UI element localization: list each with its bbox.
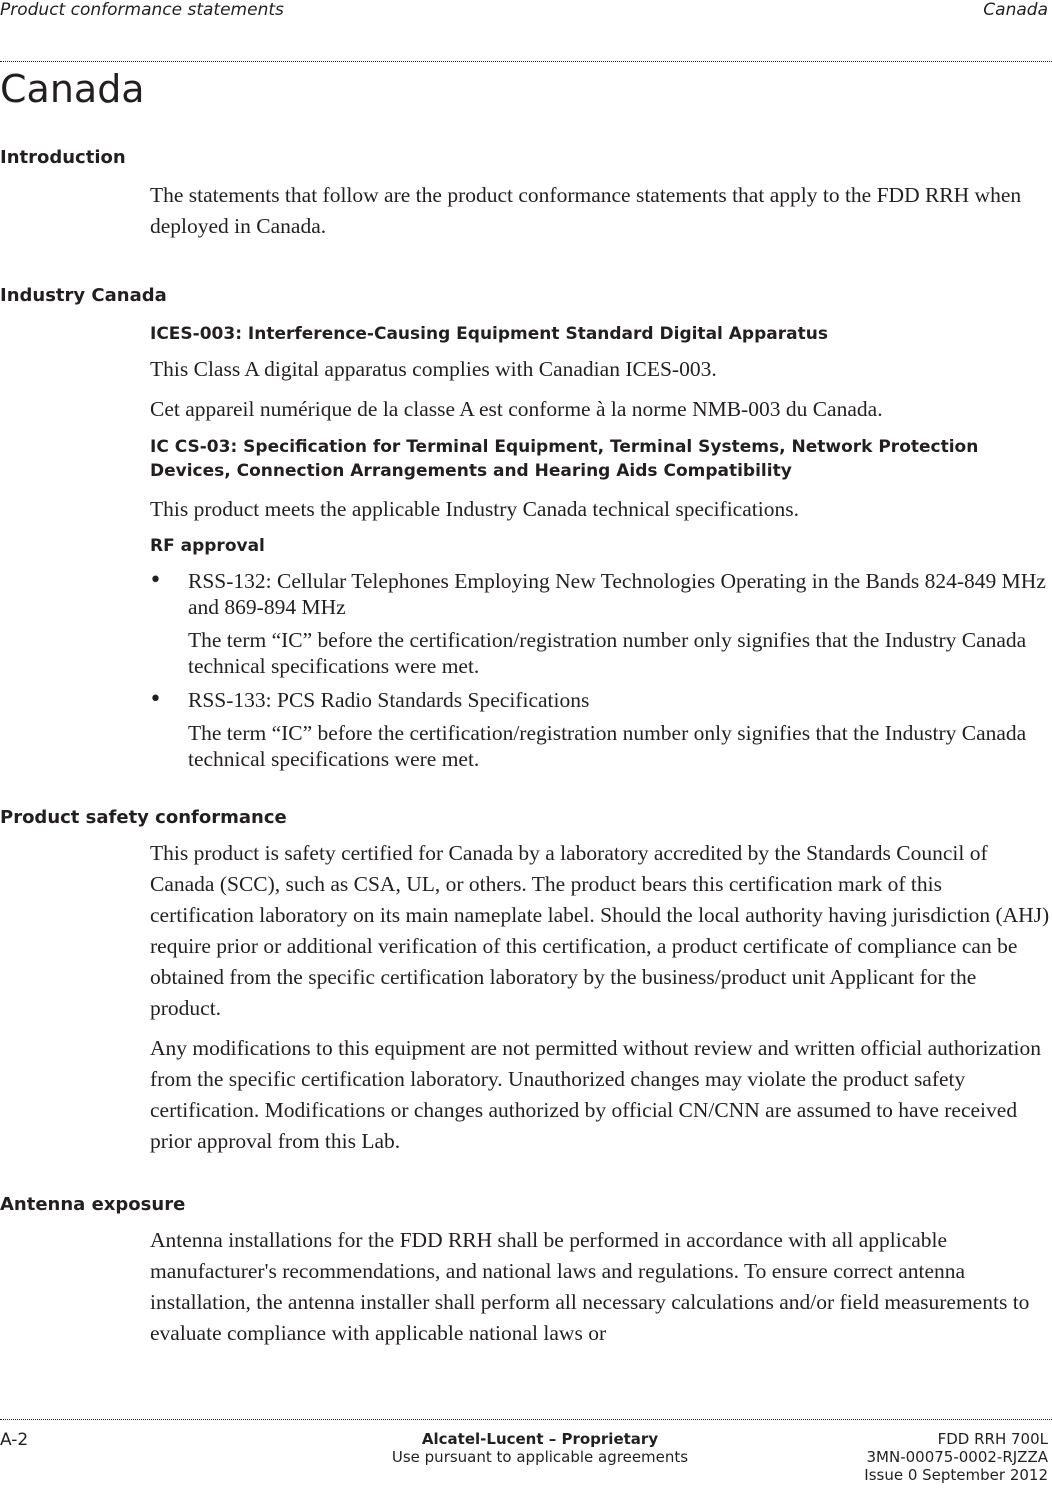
ic-cs-03-text: This product meets the applicable Industry Canada technical specifications. bbox=[150, 497, 799, 521]
list-item bbox=[149, 568, 1052, 679]
footer-issue-date: Issue 0 September 2012 bbox=[864, 1466, 1048, 1484]
footer-proprietary-line: Alcatel-Lucent – Proprietary bbox=[421, 1430, 659, 1448]
ices-003-heading: ICES-003: Interference-Causing Equipment Standard Digital Apparatus bbox=[150, 324, 828, 344]
page-title: Canada bbox=[0, 67, 145, 111]
product-safety-paragraph-1: This product is safety certified for Canada by a laboratory accredited by the Standards Council of Canada (SCC), such as CSA, UL, or others. The product bears this certification mark of this certification laboratory on its main nameplate label. Should the local authority having jurisdiction (AHJ) require prior or additional verification of this certification, a product certificate of compliance can be obtained from the specific certification laboratory by the business/product unit Applicant for the product. bbox=[150, 841, 1050, 1020]
rf-approval-list bbox=[0, 568, 1052, 772]
ic-cs-03-heading: IC CS-03: Specification for Terminal Equipment, Terminal Systems, Network Protection Devices, Connection Arrangements and Hearing Aids Compatibility bbox=[150, 437, 979, 481]
product-safety-paragraph-2: Any modifications to this equipment are not permitted without review and written official authorization from the specific certification laboratory. Unauthorized changes may violate the product safety certification. Modifications or changes authorized by official CN/CNN are assumed to have received prior approval from this Lab. bbox=[150, 1036, 1042, 1153]
section-heading-industry-canada: Industry Canada bbox=[0, 285, 167, 306]
header-divider bbox=[0, 61, 1052, 62]
rf-item-label: RSS-132: Cellular Telephones Employing New Technologies Operating in the Bands 824-849 MHz and 869-894 MHz bbox=[188, 569, 1046, 619]
rf-item-label: RSS-133: PCS Radio Standards Specifications bbox=[188, 688, 590, 712]
page-number: A-2 bbox=[0, 1430, 29, 1450]
footer-document-info bbox=[864, 1430, 1048, 1484]
footer-product-name: FDD RRH 700L bbox=[937, 1430, 1048, 1448]
running-footer bbox=[0, 1420, 1052, 1490]
bullet-icon: • bbox=[149, 568, 162, 593]
ices-003-text-french: Cet appareil numérique de la classe A est conforme à la norme NMB-003 du Canada. bbox=[150, 397, 883, 421]
running-header bbox=[0, 0, 1052, 40]
antenna-exposure-paragraph-1: Antenna installations for the FDD RRH shall be performed in accordance with all applicable manufacturer's recommendations, and national laws and regulations. To ensure correct antenna installation, the antenna installer shall perform all necessary calculations and/or field measurements to evaluate compliance with applicable national laws or bbox=[150, 1228, 1030, 1345]
section-heading-product-safety: Product safety conformance bbox=[0, 807, 287, 828]
bullet-icon: • bbox=[149, 687, 162, 712]
ices-003-text-english: This Class A digital apparatus complies with Canadian ICES-003. bbox=[150, 357, 717, 381]
rf-item-note: The term “IC” before the certification/registration number only signifies that the Industry Canada technical specifications were met. bbox=[188, 721, 1027, 771]
introduction-text: The statements that follow are the product conformance statements that apply to the FDD RRH when deployed in Canada. bbox=[150, 183, 1022, 238]
footer-proprietary-notice bbox=[380, 1430, 700, 1466]
header-section-title: Canada bbox=[983, 0, 1048, 20]
section-heading-introduction: Introduction bbox=[0, 147, 126, 168]
header-chapter-title: Product conformance statements bbox=[0, 0, 284, 20]
page-content bbox=[0, 146, 1052, 1349]
rf-item-note: The term “IC” before the certification/registration number only signifies that the Industry Canada technical specifications were met. bbox=[188, 628, 1027, 678]
footer-document-number: 3MN-00075-0002-RJZZA bbox=[866, 1448, 1048, 1466]
list-item bbox=[149, 687, 1052, 772]
section-heading-antenna-exposure: Antenna exposure bbox=[0, 1194, 186, 1215]
rf-approval-heading: RF approval bbox=[150, 536, 265, 556]
footer-usage-line: Use pursuant to applicable agreements bbox=[391, 1448, 689, 1466]
